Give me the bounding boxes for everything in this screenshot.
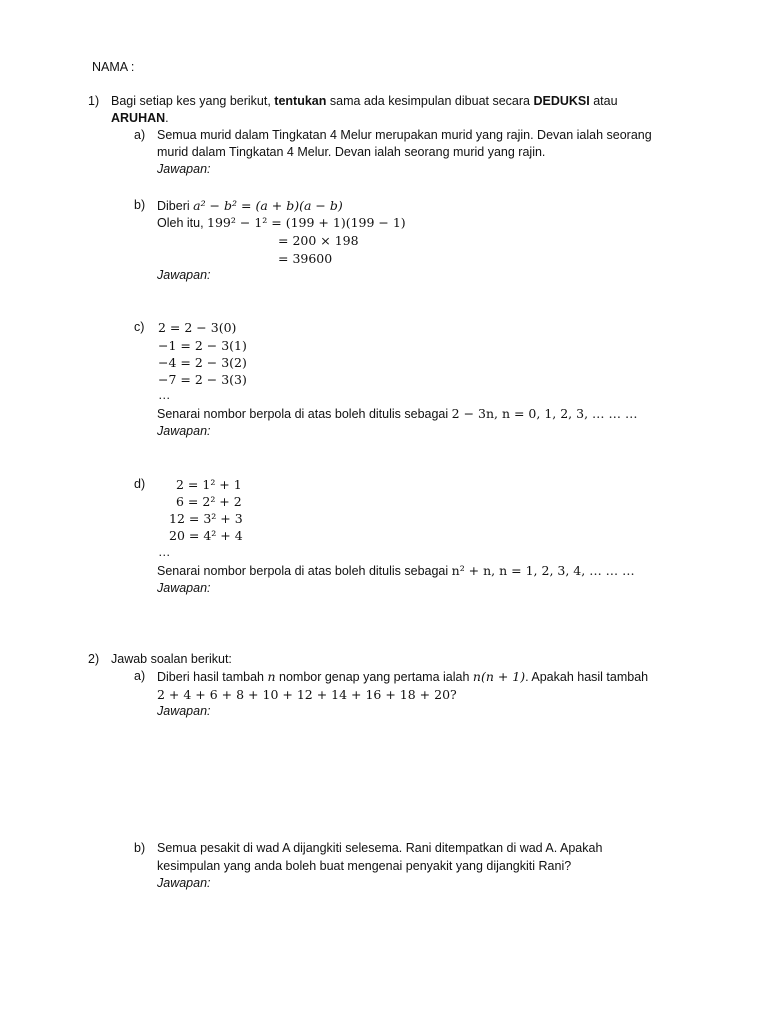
- pattern-row: −1 = 2 − 3(1): [158, 338, 247, 353]
- identity-formula: a² − b² = (a + b)(a − b): [193, 198, 343, 213]
- pattern-ellipsis: …: [158, 388, 171, 402]
- q2b-answer-label: Jawapan:: [157, 876, 211, 890]
- question-text: . Apakah hasil tambah: [525, 670, 649, 684]
- pattern-ellipsis: …: [158, 545, 171, 559]
- q2a-line2: 2 + 4 + 6 + 8 + 10 + 12 + 14 + 16 + 18 + 20?: [157, 687, 457, 702]
- question-2-number: 2): [88, 652, 100, 666]
- question-text: nombor genap yang pertama ialah: [275, 670, 473, 684]
- q1d-label: d): [134, 477, 146, 491]
- variable-n: n: [267, 669, 276, 684]
- pattern-formula: n² + n, n = 1, 2, 3, 4, … … …: [451, 563, 635, 578]
- pattern-row: −4 = 2 − 3(2): [158, 355, 247, 370]
- pattern-row: 2 = 2 − 3(0): [158, 320, 237, 335]
- q2a-line1: [157, 669, 648, 684]
- q1c-label: c): [134, 320, 145, 334]
- pattern-formula: 2 − 3n, n = 0, 1, 2, 3, … … …: [451, 406, 638, 421]
- math-step-3: = 39600: [278, 251, 333, 266]
- instruction-text: sama ada kesimpulan dibuat secara: [326, 94, 534, 108]
- instruction-text: Bagi setiap kes yang berikut,: [111, 94, 275, 108]
- instruction-text: .: [165, 111, 169, 125]
- q1b-answer-label: Jawapan:: [157, 268, 211, 282]
- q1a-label: a): [134, 128, 146, 142]
- q2b-line1: Semua pesakit di wad A dijangkiti selesema. Rani ditempatkan di wad A. Apakah: [157, 841, 603, 855]
- summary-text: Senarai nombor berpola di atas boleh ditulis sebagai: [157, 407, 452, 421]
- question-2-instruction: Jawab soalan berikut:: [111, 652, 232, 666]
- name-label: NAMA :: [92, 60, 135, 74]
- instruction-keyword-deduksi: DEDUKSI: [533, 94, 590, 108]
- q1d-summary: [157, 563, 635, 578]
- q1a-line1: Semua murid dalam Tingkatan 4 Melur merupakan murid yang rajin. Devan ialah seorang: [157, 128, 652, 142]
- math-step-1: 199² − 1² = (199 + 1)(199 − 1): [207, 215, 406, 230]
- question-1-number: 1): [88, 94, 100, 108]
- math-step-2: = 200 × 198: [278, 233, 359, 248]
- pattern-row: 2 = 1² + 1: [176, 477, 242, 492]
- summary-text: Senarai nombor berpola di atas boleh ditulis sebagai: [157, 564, 452, 578]
- q1b-therefore: [157, 215, 406, 230]
- instruction-keyword-aruhan: ARUHAN: [111, 111, 166, 125]
- question-text: Diberi hasil tambah: [157, 670, 268, 684]
- q1a-answer-label: Jawapan:: [157, 162, 211, 176]
- q1c-summary: [157, 406, 637, 421]
- pattern-row: 12 = 3² + 3: [169, 511, 243, 526]
- q2b-label: b): [134, 841, 146, 855]
- pattern-row: −7 = 2 − 3(3): [158, 372, 247, 387]
- q1c-answer-label: Jawapan:: [157, 424, 211, 438]
- q1b-given: [157, 198, 343, 213]
- question-1-instruction: [111, 94, 618, 108]
- sum-formula: n(n + 1): [472, 669, 526, 684]
- instruction-text: atau: [589, 94, 618, 108]
- therefore-text: Oleh itu,: [157, 216, 208, 230]
- question-1-instruction-line2: [111, 111, 169, 125]
- q2a-label: a): [134, 669, 146, 683]
- given-text: Diberi: [157, 199, 194, 213]
- q1b-label: b): [134, 198, 146, 212]
- q2b-line2: kesimpulan yang anda boleh buat mengenai penyakit yang dijangkiti Rani?: [157, 859, 572, 873]
- q1a-line2: murid dalam Tingkatan 4 Melur. Devan ialah seorang murid yang rajin.: [157, 145, 546, 159]
- q2a-answer-label: Jawapan:: [157, 704, 211, 718]
- instruction-keyword-tentukan: tentukan: [274, 94, 327, 108]
- pattern-row: 6 = 2² + 2: [176, 494, 242, 509]
- q1d-answer-label: Jawapan:: [157, 581, 211, 595]
- pattern-row: 20 = 4² + 4: [169, 528, 243, 543]
